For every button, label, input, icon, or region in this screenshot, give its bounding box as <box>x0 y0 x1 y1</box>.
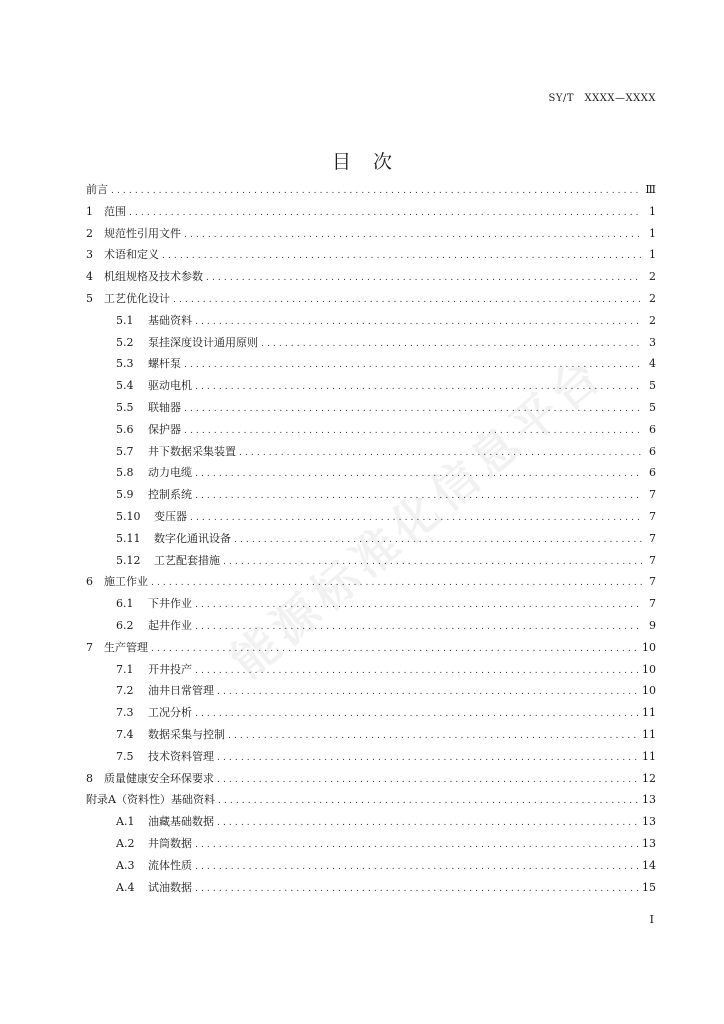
toc-entry[interactable] <box>86 375 656 397</box>
toc-leader-dots <box>195 704 638 726</box>
toc-leader-dots <box>129 203 642 225</box>
toc-entry-number: 6.2 <box>116 618 134 632</box>
toc-entry-number: 3 <box>86 248 93 262</box>
toc-entry[interactable] <box>86 484 656 506</box>
toc-entry[interactable] <box>86 833 656 855</box>
toc-entry-label: 规范性引用文件 <box>104 226 181 240</box>
toc-entry[interactable] <box>86 659 656 681</box>
toc-entry-page: 3 <box>649 335 656 349</box>
toc-entry-page: 1 <box>649 248 656 262</box>
toc-entry-page: 2 <box>649 270 656 284</box>
toc-entry-page: 4 <box>649 357 656 371</box>
toc-leader-dots <box>195 486 642 508</box>
toc-entry-label: 技术资料管理 <box>148 749 214 763</box>
toc-entry-number: 7.5 <box>116 749 134 763</box>
toc-leader-dots <box>195 595 642 617</box>
toc-leader-dots <box>195 835 638 857</box>
toc-entry-label: 开井投产 <box>148 662 192 676</box>
toc-leader-dots <box>173 290 642 312</box>
toc-entry-number: 7.1 <box>116 662 134 676</box>
toc-entry[interactable] <box>86 550 656 572</box>
toc-entry[interactable] <box>86 353 656 375</box>
toc-entry-number: 2 <box>86 226 93 240</box>
toc-entry-label: 质量健康安全环保要求 <box>104 771 214 785</box>
toc-entry[interactable] <box>86 593 656 615</box>
toc-entry-page: 1 <box>649 226 656 240</box>
toc-leader-dots <box>151 573 642 595</box>
toc-entry[interactable] <box>86 179 656 201</box>
toc-entry[interactable] <box>86 811 656 833</box>
toc-entry-page: 10 <box>642 640 656 654</box>
toc-entry-label: 工况分析 <box>148 706 192 720</box>
toc-entry-page: 6 <box>649 466 656 480</box>
toc-leader-dots <box>239 443 642 465</box>
page-title: 目次 <box>331 151 414 173</box>
toc-leader-dots <box>217 748 638 770</box>
toc-entry-label: 井下数据采集装置 <box>148 444 236 458</box>
toc-entry-number: 5.1 <box>116 313 134 327</box>
toc-entry-number: A.2 <box>116 836 135 850</box>
toc-entry-number: 5.2 <box>116 335 134 349</box>
toc-entry-label: 数据采集与控制 <box>148 727 225 741</box>
toc-entry[interactable] <box>86 528 656 550</box>
toc-entry-page: 6 <box>649 422 656 436</box>
toc-leader-dots <box>217 770 638 792</box>
toc-leader-dots <box>184 399 642 421</box>
toc-entry-number: 5 <box>86 291 93 305</box>
toc-entry-label: 联轴器 <box>148 400 181 414</box>
toc-entry[interactable] <box>86 746 656 768</box>
toc-leader-dots <box>195 879 638 901</box>
toc-entry-page: 15 <box>642 880 656 894</box>
toc-entry-label: 保护器 <box>148 422 181 436</box>
toc-entry-number: A.4 <box>116 880 135 894</box>
toc-entry-number: 5.3 <box>116 357 134 371</box>
toc-entry-page: 12 <box>642 771 656 785</box>
toc-leader-dots <box>206 268 642 290</box>
toc-entry[interactable] <box>86 724 656 746</box>
toc-entry-label: 试油数据 <box>148 880 192 894</box>
toc-entry-page: 11 <box>642 727 656 741</box>
toc-entry-label: 数字化通讯设备 <box>154 531 231 545</box>
toc-entry[interactable] <box>86 506 656 528</box>
toc-entry[interactable] <box>86 768 656 790</box>
toc-entry-page: 7 <box>649 553 656 567</box>
toc-entry-label: 控制系统 <box>148 488 192 502</box>
toc-entry[interactable] <box>86 244 656 266</box>
toc-entry-label: 流体性质 <box>148 858 192 872</box>
toc-entry-page: 5 <box>649 379 656 393</box>
toc-entry-page: 10 <box>642 662 656 676</box>
toc-entry-number: 5.10 <box>116 509 141 523</box>
toc-entry-number: A.1 <box>116 815 135 829</box>
toc-entry-number: 5.9 <box>116 488 134 502</box>
toc-entry-label: 井筒数据 <box>148 836 192 850</box>
toc-entry-label: 驱动电机 <box>148 379 192 393</box>
toc-entry-page: 14 <box>642 858 656 872</box>
toc-leader-dots <box>234 530 642 552</box>
toc-entry-label: 机组规格及技术参数 <box>104 270 203 284</box>
toc-leader-dots <box>151 639 638 661</box>
toc-entry-number: A.3 <box>116 858 135 872</box>
toc-entry-label: 附录A（资料性）基础资料 <box>86 793 215 807</box>
toc-leader-dots <box>190 508 642 530</box>
toc-entry[interactable] <box>86 571 656 593</box>
toc-leader-dots <box>195 857 638 879</box>
toc-entry[interactable] <box>86 223 656 245</box>
toc-entry-number: 5.6 <box>116 422 134 436</box>
watermark: 能源标准化信息平台 <box>220 346 615 689</box>
toc-entry-page: 7 <box>649 488 656 502</box>
toc-entry[interactable] <box>86 789 656 811</box>
toc-entry[interactable] <box>86 877 656 899</box>
toc-entry-label: 工艺配套措施 <box>154 553 220 567</box>
toc-entry[interactable] <box>86 702 656 724</box>
toc-leader-dots <box>217 682 638 704</box>
toc-entry-label: 泵挂深度设计通用原则 <box>148 335 258 349</box>
toc-entry-number: 7 <box>86 640 93 654</box>
toc-entry-number: 5.8 <box>116 466 134 480</box>
toc-leader-dots <box>228 726 638 748</box>
toc-entry-label: 前言 <box>86 183 108 196</box>
toc-leader-dots <box>184 225 642 247</box>
toc-entry-number: 6.1 <box>116 597 134 611</box>
toc-entry-label: 生产管理 <box>104 640 148 654</box>
toc-entry-page: 13 <box>642 836 656 850</box>
toc-entry-page: 7 <box>649 509 656 523</box>
toc-leader-dots <box>184 421 642 443</box>
toc-entry-page: 5 <box>649 400 656 414</box>
toc-leader-dots <box>218 791 638 813</box>
toc-entry-page: 1 <box>649 204 656 218</box>
toc-leader-dots <box>195 464 642 486</box>
toc-entry-number: 5.7 <box>116 444 134 458</box>
toc-entry[interactable] <box>86 855 656 877</box>
toc-entry-label: 术语和定义 <box>104 248 159 262</box>
toc-entry-label: 工艺优化设计 <box>104 291 170 305</box>
toc-entry[interactable] <box>86 288 656 310</box>
toc-entry-page: 7 <box>649 597 656 611</box>
toc-entry-page: 11 <box>642 749 656 763</box>
toc-entry-page: 13 <box>642 815 656 829</box>
page-number: I <box>649 913 654 926</box>
toc-leader-dots <box>223 552 642 574</box>
toc-leader-dots <box>162 246 642 268</box>
toc-entry[interactable] <box>86 615 656 637</box>
toc-entry[interactable] <box>86 201 656 223</box>
toc-entry-label: 油井日常管理 <box>148 684 214 698</box>
toc-leader-dots <box>184 355 642 377</box>
toc-entry-number: 5.5 <box>116 400 134 414</box>
toc-entry-page: 7 <box>649 531 656 545</box>
toc-entry-number: 4 <box>86 270 93 284</box>
toc-leader-dots <box>195 661 638 683</box>
toc-entry-page: 7 <box>649 575 656 589</box>
toc-entry-number: 1 <box>86 204 93 218</box>
toc-entry-label: 动力电缆 <box>148 466 192 480</box>
toc-entry-page: 2 <box>649 291 656 305</box>
toc-entry[interactable] <box>86 310 656 332</box>
toc-entry-label: 螺杆泵 <box>148 357 181 371</box>
toc-entry-page: 11 <box>642 706 656 720</box>
table-of-contents <box>86 179 656 898</box>
toc-entry-number: 7.3 <box>116 706 134 720</box>
toc-entry-page: 6 <box>649 444 656 458</box>
toc-entry-label: 范围 <box>104 204 126 218</box>
toc-leader-dots <box>195 377 642 399</box>
toc-entry-number: 6 <box>86 575 93 589</box>
toc-entry-page: 2 <box>649 313 656 327</box>
toc-entry-number: 7.4 <box>116 727 134 741</box>
toc-entry[interactable] <box>86 680 656 702</box>
toc-entry-number: 7.2 <box>116 684 134 698</box>
toc-entry-label: 油藏基础数据 <box>148 815 214 829</box>
toc-entry-page: Ⅲ <box>645 183 656 196</box>
toc-entry[interactable] <box>86 637 656 659</box>
toc-entry-label: 起井作业 <box>148 618 192 632</box>
toc-entry-number: 5.11 <box>116 531 141 545</box>
toc-entry[interactable] <box>86 397 656 419</box>
toc-entry-page: 10 <box>642 684 656 698</box>
toc-entry-page: 13 <box>642 793 656 807</box>
document-code: SY/T XXXX—XXXX <box>548 93 656 104</box>
toc-leader-dots <box>217 813 638 835</box>
toc-entry-label: 基础资料 <box>148 313 192 327</box>
toc-leader-dots <box>195 312 642 334</box>
toc-entry-label: 变压器 <box>154 509 187 523</box>
toc-entry-label: 下井作业 <box>148 597 192 611</box>
toc-entry[interactable] <box>86 419 656 441</box>
toc-leader-dots <box>195 617 642 639</box>
toc-entry[interactable] <box>86 462 656 484</box>
toc-entry-page: 9 <box>649 618 656 632</box>
toc-entry-number: 5.12 <box>116 553 141 567</box>
toc-entry-number: 5.4 <box>116 379 134 393</box>
toc-entry-number: 8 <box>86 771 93 785</box>
toc-leader-dots <box>261 334 642 356</box>
toc-leader-dots <box>111 181 641 203</box>
toc-entry[interactable] <box>86 332 656 354</box>
toc-entry[interactable] <box>86 441 656 463</box>
toc-entry[interactable] <box>86 266 656 288</box>
toc-entry-label: 施工作业 <box>104 575 148 589</box>
